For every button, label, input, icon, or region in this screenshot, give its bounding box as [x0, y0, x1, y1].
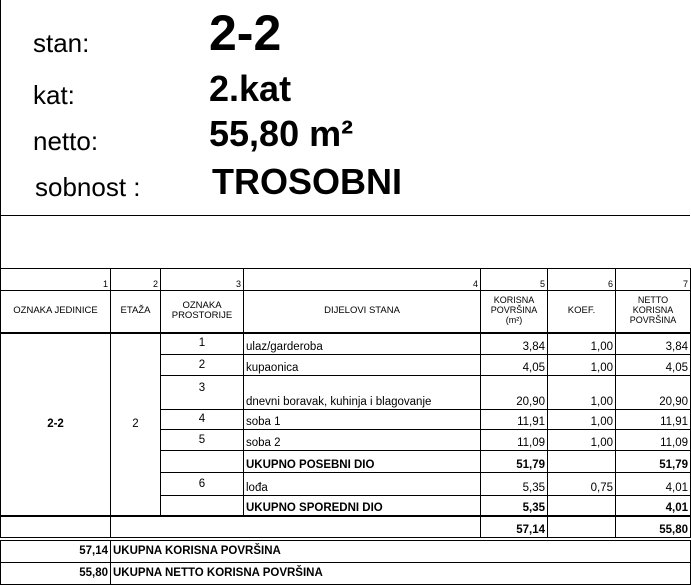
- summary-value: 57,14: [1, 541, 111, 563]
- col-number: 1: [1, 269, 111, 291]
- sporedni-total-netto: 4,01: [616, 496, 691, 516]
- room-name: soba 1: [244, 410, 481, 430]
- unit-cell: 2-2: [1, 333, 111, 516]
- room-area: 5,35: [481, 473, 548, 496]
- sporedni-total-koef: [548, 496, 616, 516]
- header-dijelovi-stana: DIJELOVI STANA: [244, 291, 481, 333]
- room-netto: 20,90: [616, 376, 691, 410]
- header-oznaka-prostorije: OZNAKA PROSTORIJE: [161, 291, 244, 333]
- room-area: 20,90: [481, 376, 548, 410]
- sobnost-label: sobnost :: [35, 172, 141, 202]
- room-id: 3: [161, 376, 244, 410]
- room-netto: 3,84: [616, 333, 691, 355]
- col-number: 6: [548, 269, 616, 291]
- header-koef: KOEF.: [548, 291, 616, 333]
- col-number: 2: [111, 269, 161, 291]
- kat-value: 2.kat: [209, 68, 292, 109]
- grand-total-spacer: [111, 516, 481, 538]
- area-table: [0, 268, 691, 538]
- room-koef: 1,00: [548, 410, 616, 430]
- col-number: 3: [161, 269, 244, 291]
- room-koef: 1,00: [548, 376, 616, 410]
- header-netto-korisna: NETTO KORISNA POVRŠINA: [616, 291, 691, 333]
- col-number: 5: [481, 269, 548, 291]
- room-id: 2: [161, 355, 244, 376]
- posebni-total-koef: [548, 451, 616, 473]
- posebni-total-netto: 51,79: [616, 451, 691, 473]
- grand-total-row: [1, 516, 691, 538]
- room-netto: 11,09: [616, 430, 691, 451]
- column-header-row: [1, 291, 691, 333]
- room-id: 5: [161, 430, 244, 451]
- grand-total-koef: [548, 516, 616, 538]
- summary-row: [1, 563, 691, 585]
- kat-label: kat:: [33, 80, 75, 110]
- header-oznaka-jedinice: OZNAKA JEDINICE: [1, 291, 111, 333]
- room-netto: 4,05: [616, 355, 691, 376]
- room-area: 3,84: [481, 333, 548, 355]
- room-koef: 1,00: [548, 355, 616, 376]
- room-name: soba 2: [244, 430, 481, 451]
- header-etaza: ETAŽA: [111, 291, 161, 333]
- room-name: lođa: [244, 473, 481, 496]
- header-korisna-povrsina: KORISNA POVRŠINA (m²): [481, 291, 548, 333]
- room-area: 11,09: [481, 430, 548, 451]
- room-name: dnevni boravak, kuhinja i blagovanje: [244, 376, 481, 410]
- room-id-empty: [161, 496, 244, 516]
- room-id: 6: [161, 473, 244, 496]
- netto-label: netto:: [33, 126, 99, 156]
- stan-value: 2-2: [209, 5, 282, 61]
- sobnost-value: TROSOBNI: [212, 161, 403, 202]
- room-koef: 1,00: [548, 333, 616, 355]
- room-id: 4: [161, 410, 244, 430]
- summary-label: UKUPNA KORISNA POVRŠINA: [111, 541, 691, 563]
- room-name: kupaonica: [244, 355, 481, 376]
- header-spacer: [0, 216, 690, 268]
- room-koef: 1,00: [548, 430, 616, 451]
- posebni-total-area: 51,79: [481, 451, 548, 473]
- room-koef: 0,75: [548, 473, 616, 496]
- unit-header: [0, 0, 690, 216]
- grand-total-area: 57,14: [481, 516, 548, 538]
- sporedni-total-area: 5,35: [481, 496, 548, 516]
- summary-row: [1, 541, 691, 563]
- col-number: 4: [244, 269, 481, 291]
- summary-table: [0, 540, 691, 585]
- sporedni-total-label: UKUPNO SPOREDNI DIO: [244, 496, 481, 516]
- grand-total-empty: [1, 516, 111, 538]
- room-netto: 4,01: [616, 473, 691, 496]
- table-row: [1, 333, 691, 355]
- netto-value: 55,80 m²: [209, 113, 354, 154]
- summary-value: 55,80: [1, 563, 111, 585]
- posebni-total-label: UKUPNO POSEBNI DIO: [244, 451, 481, 473]
- summary-label: UKUPNA NETTO KORISNA POVRŠINA: [111, 563, 691, 585]
- room-area: 11,91: [481, 410, 548, 430]
- stan-label: stan:: [33, 28, 90, 58]
- grand-total-netto: 55,80: [616, 516, 691, 538]
- room-area: 4,05: [481, 355, 548, 376]
- col-number: 7: [616, 269, 691, 291]
- room-name: ulaz/garderoba: [244, 333, 481, 355]
- floor-cell: 2: [111, 333, 161, 516]
- column-number-row: [1, 269, 691, 291]
- room-id: 1: [161, 333, 244, 355]
- room-netto: 11,91: [616, 410, 691, 430]
- room-id-empty: [161, 451, 244, 473]
